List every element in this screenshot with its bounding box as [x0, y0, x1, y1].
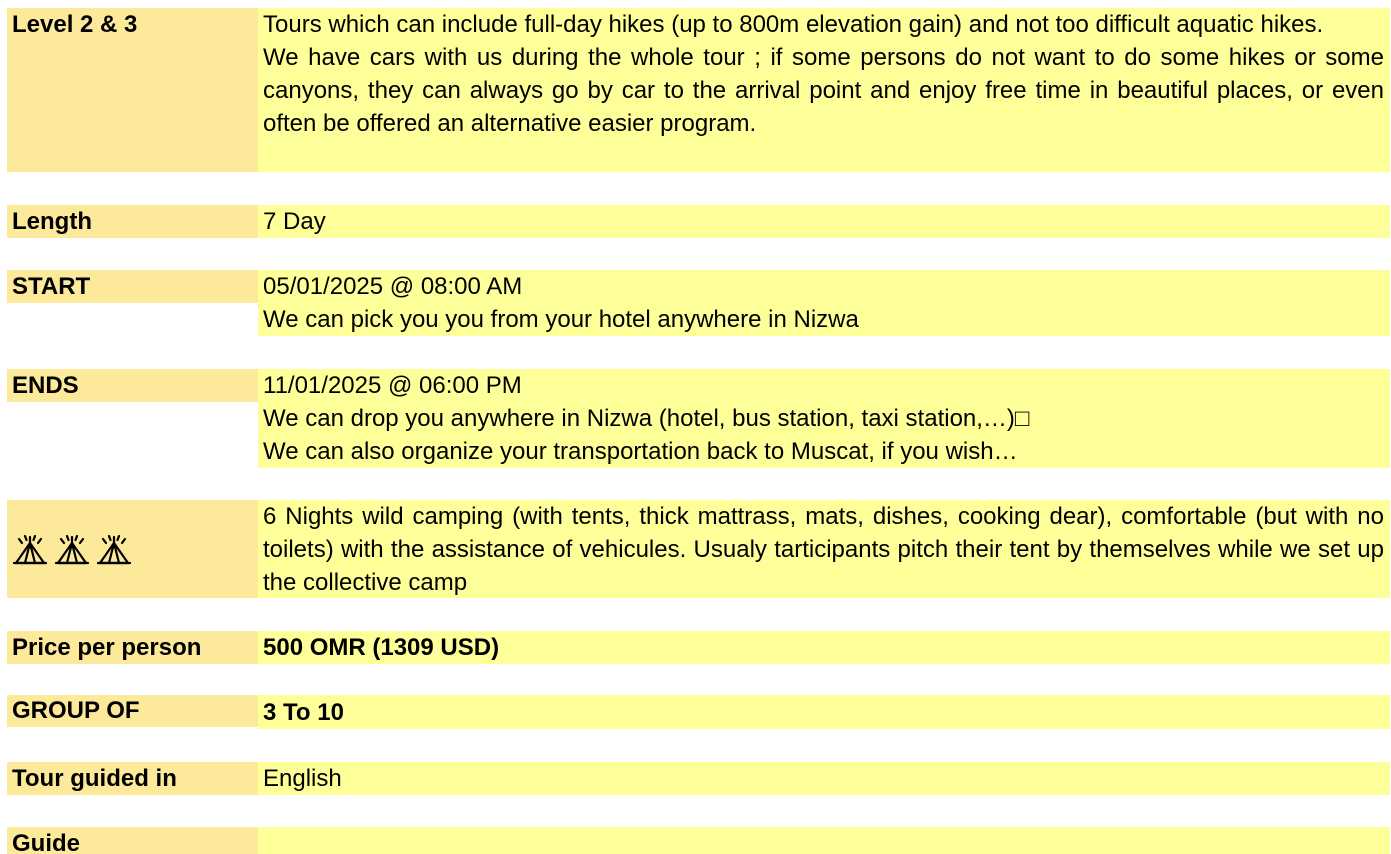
start-pickup-note: We can pick you you from your hotel anywhere in Nizwa [263, 306, 859, 333]
guide-value [258, 827, 1390, 854]
length-value: 7 Day [258, 205, 1390, 238]
guide-label: Guide [7, 827, 258, 854]
group-label: GROUP OF [7, 695, 258, 727]
start-datetime: 05/01/2025 @ 08:00 AM [263, 273, 523, 300]
price-label: Price per person [7, 631, 258, 664]
level-description-hikes: Tours which can include full-day hikes (up to 800m elevation gain) and not too difficult aquatic hikes. [263, 11, 1324, 38]
ends-value [258, 369, 1390, 468]
ends-datetime: 11/01/2025 @ 06:00 PM [263, 372, 522, 399]
level-description-cars: We have cars with us during the whole tour ; if some persons do not want to do some hikes or some canyons, they can always go by car to the arrival point and enjoy free time in beautiful places, or even often be offered an alternative easier program. [263, 44, 1384, 137]
start-value [258, 270, 1390, 336]
language-label: Tour guided in [7, 762, 258, 795]
language-value: English [258, 762, 1390, 795]
tent-icon [96, 532, 132, 566]
ends-dropoff-note: We can drop you anywhere in Nizwa (hotel, bus station, taxi station,…)□ [263, 405, 1030, 432]
level-label: Level 2 & 3 [7, 8, 258, 172]
tent-icon [12, 532, 48, 566]
level-description [258, 8, 1390, 172]
camping-description: 6 Nights wild camping (with tents, thick mattrass, mats, dishes, cooking dear), comfortable (but with no toilets) with the assistance of vehicules. Usualy tarticipants pitch their tent by themselves while we set up the collective camp [258, 500, 1390, 598]
price-value: 500 OMR (1309 USD) [258, 631, 1390, 664]
length-label: Length [7, 205, 258, 238]
group-value: 3 To 10 [258, 695, 1390, 729]
camping-icons [7, 500, 258, 598]
ends-transport-note: We can also organize your transportation back to Muscat, if you wish… [263, 438, 1018, 465]
start-label: START [7, 270, 258, 303]
tent-icon [54, 532, 90, 566]
ends-label: ENDS [7, 369, 258, 402]
